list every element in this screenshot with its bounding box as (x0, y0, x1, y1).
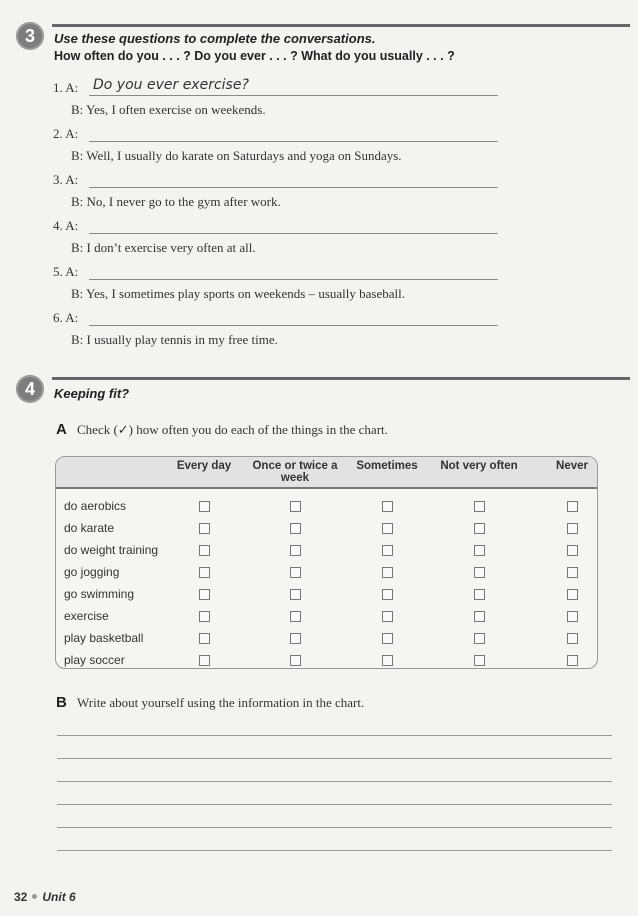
row-label: play basketball (64, 631, 144, 645)
checkbox[interactable] (567, 545, 578, 556)
checkbox[interactable] (474, 567, 485, 578)
checkbox[interactable] (474, 589, 485, 600)
checkbox[interactable] (567, 633, 578, 644)
writing-line[interactable] (57, 804, 612, 805)
part-a-instruction: Check (✓) how often you do each of the things in the chart. (77, 422, 388, 437)
frequency-chart (55, 456, 598, 669)
checkbox[interactable] (199, 501, 210, 512)
section-4-rule (52, 377, 630, 380)
response-text: B: Yes, I sometimes play sports on weekends – usually baseball. (71, 286, 405, 301)
item-number: 6. A: (53, 310, 79, 325)
checkbox[interactable] (290, 589, 301, 600)
question-line[interactable] (53, 264, 498, 282)
checkbox[interactable] (290, 501, 301, 512)
section-3-rule (52, 24, 630, 27)
row-label: exercise (64, 609, 109, 623)
item-number: 3. A: (53, 172, 79, 187)
checkbox[interactable] (474, 655, 485, 666)
answer-underline (89, 141, 498, 142)
writing-line[interactable] (57, 850, 612, 851)
row-label: do weight training (64, 543, 159, 557)
answer-underline (89, 279, 498, 280)
checkbox[interactable] (474, 501, 485, 512)
response-text: B: Well, I usually do karate on Saturdays and yoga on Sundays. (71, 148, 402, 163)
answer-underline (89, 187, 498, 188)
checkbox[interactable] (290, 655, 301, 666)
item-number: 1. A: (53, 80, 79, 95)
checkbox[interactable] (567, 523, 578, 534)
section-4-badge: 4 (16, 375, 44, 403)
unit-label: Unit 6 (42, 890, 76, 904)
checkbox[interactable] (382, 611, 393, 622)
question-line[interactable] (53, 218, 498, 236)
checkbox[interactable] (199, 545, 210, 556)
checkbox[interactable] (290, 567, 301, 578)
checkbox[interactable] (382, 567, 393, 578)
column-header: Once or twice a week (252, 460, 338, 484)
answer-underline (89, 325, 498, 326)
checkbox[interactable] (382, 523, 393, 534)
row-label: go jogging (64, 565, 120, 579)
item-number: 4. A: (53, 218, 79, 233)
checkbox[interactable] (290, 611, 301, 622)
checkbox[interactable] (567, 589, 578, 600)
row-label: go swimming (64, 587, 135, 601)
answer-underline (89, 233, 498, 234)
checkbox[interactable] (290, 633, 301, 644)
writing-line[interactable] (57, 781, 612, 782)
checkbox[interactable] (474, 545, 485, 556)
checkbox[interactable] (199, 655, 210, 666)
question-line[interactable] (53, 77, 498, 98)
checkbox[interactable] (199, 611, 210, 622)
row-label: play soccer (64, 653, 125, 667)
column-header: Never (556, 460, 588, 472)
writing-line[interactable] (57, 758, 612, 759)
bullet-icon (32, 894, 37, 899)
column-header: Sometimes (356, 460, 418, 472)
question-line[interactable] (53, 126, 498, 144)
item-number: 5. A: (53, 264, 79, 279)
checkbox[interactable] (199, 589, 210, 600)
part-b-label: B (56, 694, 67, 711)
writing-line[interactable] (57, 735, 612, 736)
row-label: do karate (64, 521, 115, 535)
section-4-title: Keeping fit? (54, 386, 130, 401)
question-line[interactable] (53, 310, 498, 328)
response-text: B: No, I never go to the gym after work. (71, 194, 281, 209)
checkbox[interactable] (474, 611, 485, 622)
page-footer (14, 890, 76, 904)
writing-line[interactable] (57, 827, 612, 828)
response-text: B: Yes, I often exercise on weekends. (71, 102, 266, 117)
checkbox[interactable] (199, 567, 210, 578)
checkbox[interactable] (567, 655, 578, 666)
checkbox[interactable] (382, 655, 393, 666)
checkbox[interactable] (382, 589, 393, 600)
section-3-title: Use these questions to complete the conversations. (54, 31, 376, 46)
checkbox[interactable] (290, 545, 301, 556)
handwritten-answer: Do you ever exercise? (93, 77, 249, 93)
answer-underline (89, 95, 498, 96)
checkbox[interactable] (567, 611, 578, 622)
item-number: 2. A: (53, 126, 79, 141)
section-3-badge: 3 (16, 22, 44, 50)
question-line[interactable] (53, 172, 498, 190)
column-header: Not very often (440, 460, 518, 472)
row-label: do aerobics (64, 499, 127, 513)
checkbox[interactable] (382, 501, 393, 512)
checkbox[interactable] (382, 545, 393, 556)
part-a-label: A (56, 421, 67, 438)
part-b-instruction: Write about yourself using the information in the chart. (77, 695, 365, 710)
section-3-prompts: How often do you . . . ? Do you ever . . . ? What do you usually . . . ? (54, 49, 455, 63)
checkbox[interactable] (199, 633, 210, 644)
checkbox[interactable] (199, 523, 210, 534)
checkbox[interactable] (474, 523, 485, 534)
column-header: Every day (176, 460, 232, 472)
page-number: 32 (14, 890, 28, 904)
response-text: B: I usually play tennis in my free time. (71, 332, 278, 347)
checkbox[interactable] (290, 523, 301, 534)
checkbox[interactable] (567, 567, 578, 578)
checkbox[interactable] (567, 501, 578, 512)
checkbox[interactable] (474, 633, 485, 644)
response-text: B: I don’t exercise very often at all. (71, 240, 256, 255)
checkbox[interactable] (382, 633, 393, 644)
